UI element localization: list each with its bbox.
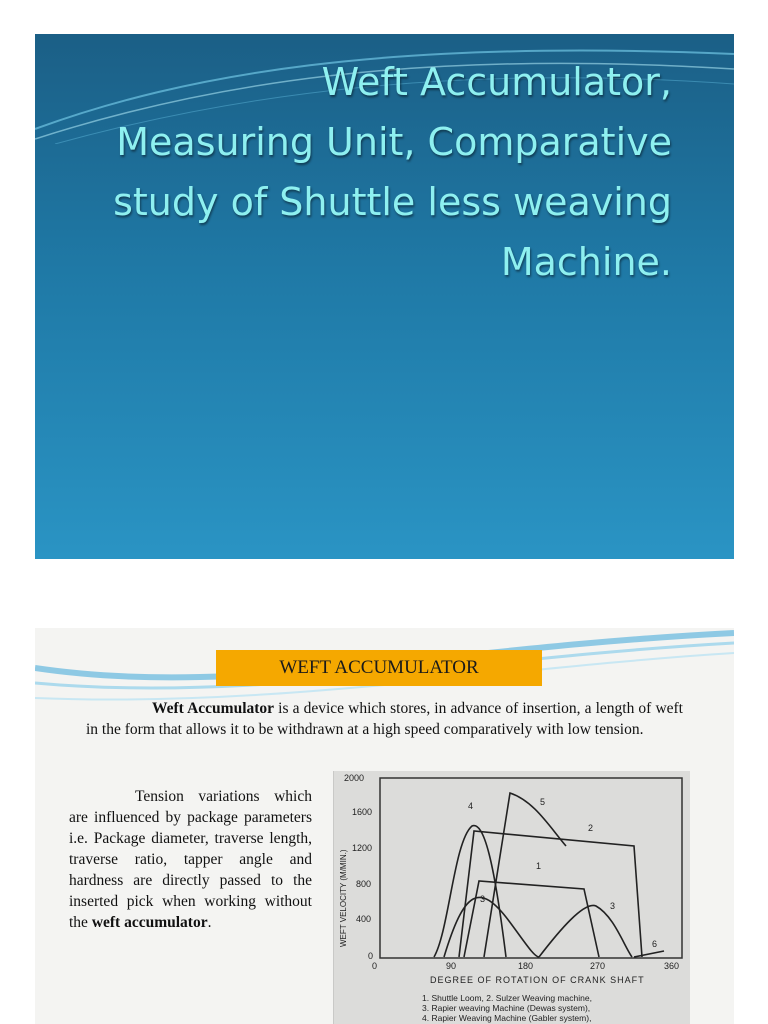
title-line: Measuring Unit, Comparative <box>116 120 672 164</box>
x-tick: 180 <box>518 961 534 971</box>
y-axis-label: WEFT VELOCITY (M/MIN.) <box>339 849 348 947</box>
figure-caption-line: 3. Rapier weaving Machine (Dewas system), <box>422 1003 591 1013</box>
curve-label: 2 <box>588 823 594 833</box>
y-tick: 1200 <box>352 843 373 853</box>
figure-caption-line: 1. Shuttle Loom, 2. Sulzer Weaving machine, <box>422 993 592 1003</box>
x-tick: 0 <box>372 961 378 971</box>
x-tick: 360 <box>664 961 680 971</box>
x-tick: 90 <box>446 961 457 971</box>
y-tick: 2000 <box>344 773 365 783</box>
intro-paragraph <box>86 698 683 740</box>
section-heading: WEFT ACCUMULATOR <box>279 657 479 678</box>
title-line: Machine. <box>500 240 672 284</box>
x-tick: 270 <box>590 961 606 971</box>
curve-label: 1 <box>536 861 542 871</box>
y-tick: 0 <box>368 951 374 961</box>
figure-graphic <box>334 771 690 1024</box>
y-tick: 400 <box>356 914 372 924</box>
y-tick: 1600 <box>352 807 373 817</box>
figure-caption-line: 4. Rapier Weaving Machine (Gabler system), <box>422 1013 592 1023</box>
x-axis-label: DEGREE OF ROTATION OF CRANK SHAFT <box>430 975 645 985</box>
weft-velocity-figure <box>333 771 690 1024</box>
slide-title <box>52 52 672 292</box>
tension-end: . <box>207 914 212 931</box>
content-slide <box>35 628 734 1024</box>
title-line: study of Shuttle less weaving <box>113 180 672 224</box>
title-slide <box>35 34 734 559</box>
curve-5 <box>484 793 566 957</box>
intro-text: is a device which stores, in advance of insertion, a length of weft in the form that allows it to be withdrawn at a high speed comparatively with low tension. <box>86 700 683 738</box>
term-bold: Weft Accumulator <box>152 700 275 717</box>
curve-label: 6 <box>652 939 658 949</box>
curve-label: 4 <box>468 801 474 811</box>
section-heading-banner <box>216 650 542 686</box>
curve-6 <box>634 951 664 957</box>
y-tick: 800 <box>356 879 372 889</box>
curve-1 <box>464 881 599 957</box>
curve-3b <box>539 905 632 957</box>
curve-label: 5 <box>540 797 546 807</box>
tension-text: Tension variations which are influenced by package parameters i.e. Package diameter, traverse length, traverse ratio, tapper angle and hardness are directly passed to the inserted pick when working without the <box>69 788 312 931</box>
curve-label: 3 <box>610 901 616 911</box>
tension-paragraph <box>69 786 312 933</box>
term-bold: weft accumulator <box>91 914 208 931</box>
title-line: Weft Accumulator, <box>321 60 672 104</box>
curve-label: 3 <box>480 894 486 904</box>
